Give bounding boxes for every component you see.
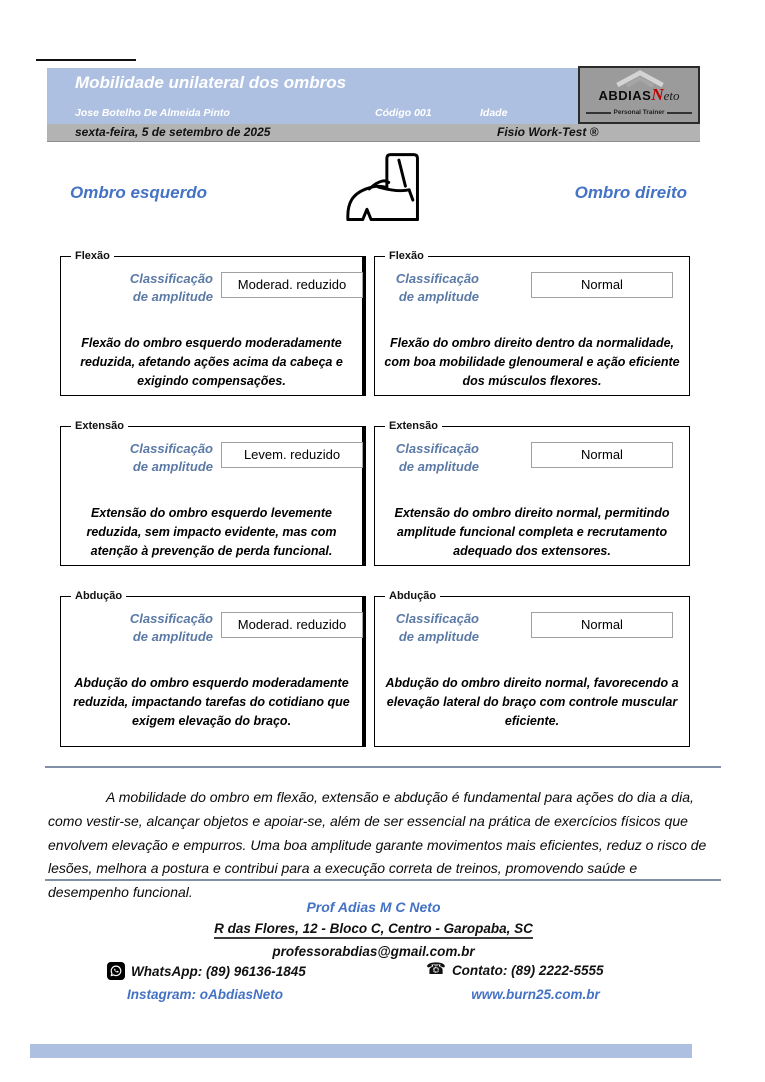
amplitude-label: Classificação de amplitude xyxy=(395,271,479,304)
extension-right-description: Extensão do ombro direito normal, permitindo amplitude funcional completa e recrutamento adequado dos extensores. xyxy=(394,506,670,558)
tagline-line-left xyxy=(586,112,611,114)
extension-left-description: Extensão do ombro esquerdo levemente reduzida, sem impacto evidente, mas com atenção à prevenção de perda funcional. xyxy=(86,506,337,558)
contact-row xyxy=(426,962,604,978)
patient-code: Código 001 xyxy=(375,107,432,119)
shoulder-icon xyxy=(334,146,436,230)
test-name: Fisio Work-Test ® xyxy=(497,125,599,139)
abduction-legend: Abdução xyxy=(389,590,437,602)
website-link[interactable]: www.burn25.com.br xyxy=(471,987,600,1002)
patient-name: Jose Botelho De Almeida Pinto xyxy=(75,107,230,119)
right-shoulder-title: Ombro direito xyxy=(574,183,687,202)
abduction-legend: Abdução xyxy=(75,590,123,602)
extension-legend: Extensão xyxy=(75,420,124,432)
instagram-handle: Instagram: oAbdiasNeto xyxy=(126,987,284,1002)
professional-name: Prof Adias M C Neto xyxy=(306,899,441,915)
summary-rule-top xyxy=(45,766,721,768)
abduction-left-value-field[interactable]: Moderad. reduzido xyxy=(221,612,363,638)
phone-icon: ☎ xyxy=(426,961,446,978)
brand-tagline xyxy=(586,109,692,116)
address xyxy=(47,921,700,936)
brand-rest: eto xyxy=(663,88,680,103)
flexion-right-box xyxy=(374,250,690,396)
summary-paragraph: A mobilidade do ombro em flexão, extensão e abdução é fundamental para ações do dia a dia, como vestir-se, alcançar objetos e apoiar-se, além de ser essencial na prática de exercícios físicos que envolvem elevação e empurros. Uma boa amplitude garante movimentos mais eficientes, reduz o risco de lesões, melhora a postura e contribui para a execução correta de treinos, promovendo saúde e desempenho funcional. xyxy=(48,789,707,901)
extension-left-value-field[interactable]: Levem. reduzido xyxy=(221,442,363,468)
whatsapp-row xyxy=(107,962,306,980)
summary-rule-bottom xyxy=(45,879,721,881)
extension-right-value-field[interactable]: Normal xyxy=(531,442,673,468)
brand-wordmark xyxy=(580,85,698,105)
abduction-left-description: Abdução do ombro esquerdo moderadamente reduzida, impactando tarefas do cotidiano que exigem elevação do braço. xyxy=(73,676,350,728)
extension-legend: Extensão xyxy=(389,420,438,432)
date-bar xyxy=(47,124,700,142)
abduction-left-box xyxy=(60,590,366,747)
whatsapp-number: WhatsApp: (89) 96136-1845 xyxy=(131,963,306,979)
tagline-text: Personal Trainer xyxy=(613,109,665,116)
abduction-right-value-field[interactable]: Normal xyxy=(531,612,673,638)
footer-bar xyxy=(30,1044,692,1058)
amplitude-label: Classificação de amplitude xyxy=(395,611,479,644)
page-title: Mobilidade unilateral dos ombros xyxy=(75,73,347,92)
amplitude-label: Classificação de amplitude xyxy=(129,441,213,474)
flexion-left-description: Flexão do ombro esquerdo moderadamente reduzida, afetando ações acima da cabeça e exigindo compensações. xyxy=(80,336,343,388)
flexion-left-box xyxy=(60,250,366,396)
report-date: sexta-feira, 5 de setembro de 2025 xyxy=(75,125,271,139)
tagline-line-right xyxy=(667,112,692,114)
address-text: R das Flores, 12 - Bloco C, Centro - Garopaba, SC xyxy=(214,921,533,939)
flexion-legend: Flexão xyxy=(75,250,110,262)
contact-number: Contato: (89) 2222-5555 xyxy=(451,962,604,978)
top-edge-mark xyxy=(36,59,136,61)
flexion-left-value-field[interactable]: Moderad. reduzido xyxy=(221,272,363,298)
brand-abdias: ABDIAS xyxy=(598,88,652,103)
brand-n: N xyxy=(651,85,664,104)
amplitude-label: Classificação de amplitude xyxy=(395,441,479,474)
whatsapp-icon xyxy=(107,962,125,980)
flexion-legend: Flexão xyxy=(389,250,424,262)
brand-logo xyxy=(578,66,700,124)
abduction-right-box xyxy=(374,590,690,747)
flexion-right-description: Flexão do ombro direito dentro da normalidade, com boa mobilidade glenoumeral e ação eficiente dos músculos flexores. xyxy=(384,336,680,388)
age-label: Idade xyxy=(480,107,508,119)
amplitude-label: Classificação de amplitude xyxy=(129,271,213,304)
flexion-right-value-field[interactable]: Normal xyxy=(531,272,673,298)
extension-right-box xyxy=(374,420,690,566)
amplitude-label: Classificação de amplitude xyxy=(129,611,213,644)
extension-left-box xyxy=(60,420,366,566)
abduction-right-description: Abdução do ombro direito normal, favorecendo a elevação lateral do braço com controle muscular eficiente. xyxy=(385,676,679,728)
left-shoulder-title: Ombro esquerdo xyxy=(70,183,207,202)
email: professorabdias@gmail.com.br xyxy=(272,944,475,959)
